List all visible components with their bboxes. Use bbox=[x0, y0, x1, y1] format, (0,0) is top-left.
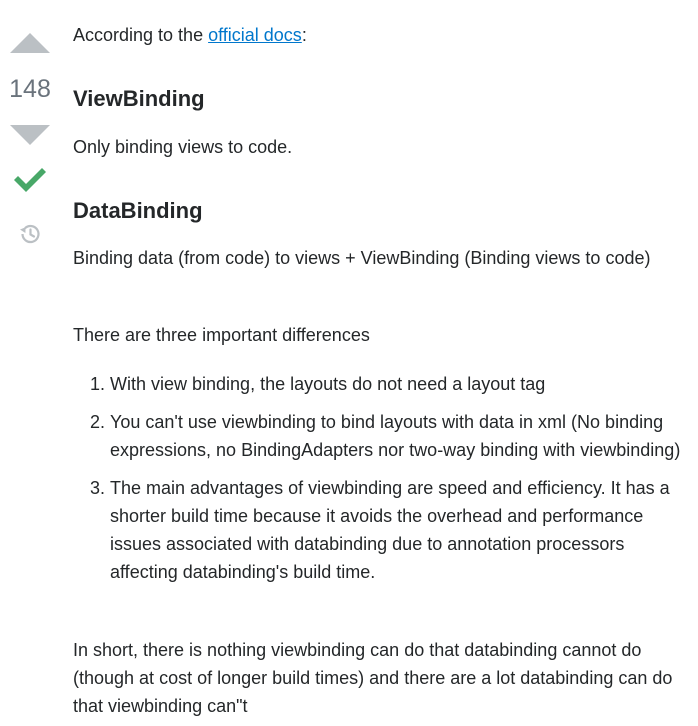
summary-paragraph: In short, there is nothing viewbinding can do that databinding cannot do (though at cost of longer build times) and there are a lot databinding can do that viewbinding can"t bbox=[73, 640, 673, 716]
databinding-description: Binding data (from code) to views + ViewBinding (Binding views to code) bbox=[73, 248, 651, 268]
intro-prefix: According to the bbox=[73, 25, 209, 45]
accepted-answer-indicator bbox=[12, 162, 48, 198]
timeline-button[interactable] bbox=[17, 221, 43, 247]
history-icon bbox=[17, 221, 43, 247]
intro-text bbox=[73, 21, 307, 49]
list-item-text: With view binding, the layouts do not need a layout tag bbox=[110, 374, 546, 394]
viewbinding-description: Only binding views to code. bbox=[73, 137, 293, 157]
list-number: 1. bbox=[90, 374, 106, 394]
list-item bbox=[73, 474, 683, 586]
list-item bbox=[73, 408, 683, 464]
upvote-button[interactable] bbox=[10, 32, 50, 54]
official-docs-link[interactable]: official docs bbox=[208, 25, 302, 45]
checkmark-icon bbox=[12, 162, 48, 198]
list-item bbox=[73, 370, 683, 398]
list-number: 3. bbox=[90, 478, 106, 498]
viewbinding-heading: ViewBinding bbox=[73, 86, 205, 111]
vote-count: 148 bbox=[9, 75, 51, 103]
arrow-down-icon bbox=[10, 124, 50, 146]
list-item-text: You can't use viewbinding to bind layouts with data in xml (No binding expressions, no BindingAdapters nor two-way binding with viewbinding) bbox=[110, 412, 681, 460]
differences-intro: There are three important differences bbox=[73, 325, 370, 345]
arrow-up-icon bbox=[10, 32, 50, 54]
list-number: 2. bbox=[90, 412, 106, 432]
intro-suffix: : bbox=[301, 25, 307, 45]
differences-list bbox=[73, 370, 683, 596]
downvote-button[interactable] bbox=[10, 124, 50, 146]
list-item-text: The main advantages of viewbinding are speed and efficiency. It has a shorter build time because it avoids the overhead and performance issues associated with databinding due to annotation processors affecting databinding's build time. bbox=[110, 478, 670, 582]
databinding-heading: DataBinding bbox=[73, 198, 203, 223]
